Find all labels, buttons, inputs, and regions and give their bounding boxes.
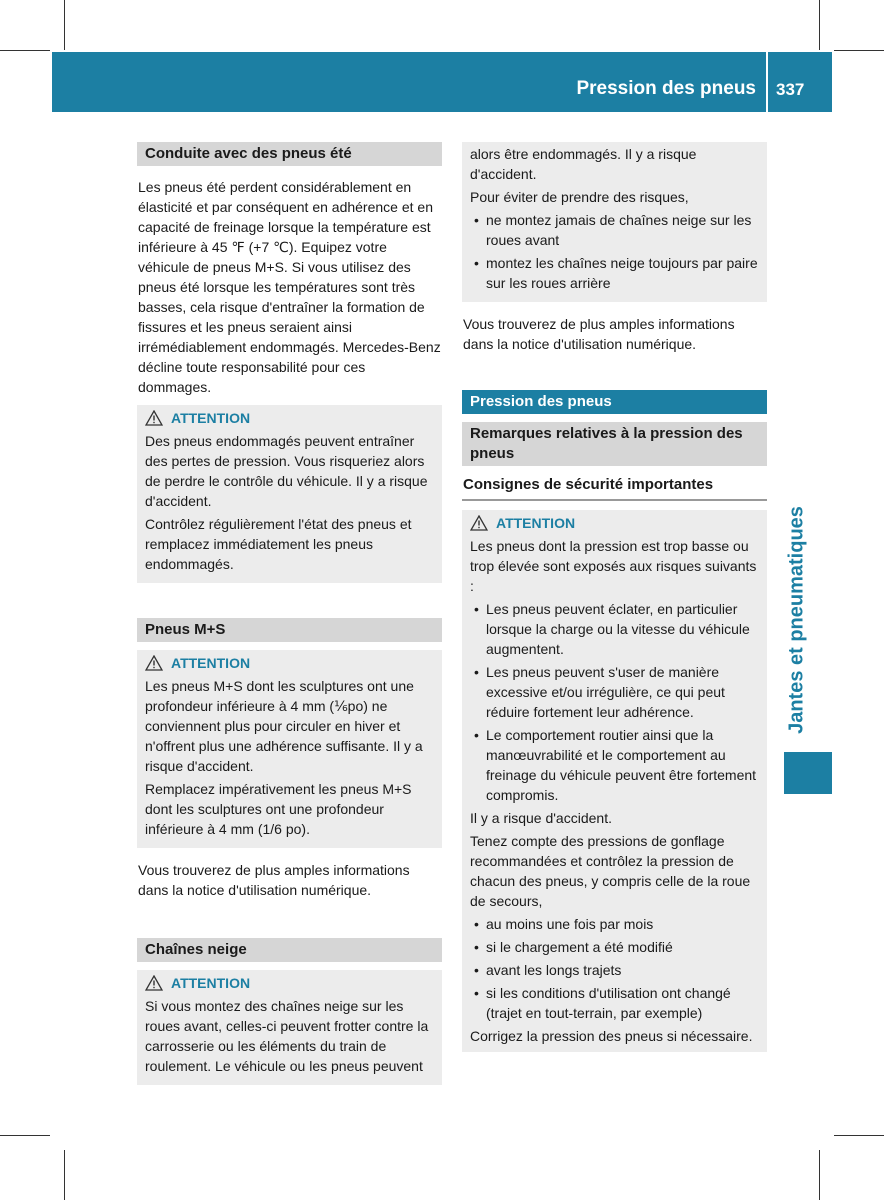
snow-chains-heading: Chaînes neige: [137, 938, 442, 962]
warning-label: ATTENTION: [171, 975, 251, 991]
summer-tires-body: Les pneus été perdent considérablement en élasticité et par conséquent en adhérence et en capacité de freinage lorsque la température est inférieure à 45 ℉ (+7 ℃). Equipez votre véhicule de pneus M+S. Si vous utilisez des pneus été lorsque les températures sont très basses, cela risque d'entraîner la formation de fissures et les pneus seraient ainsi irrémédiablement endommagés. Mercedes-Benz décline toute responsabilité pour ces dommages.: [138, 179, 441, 395]
pressure-warning-box: [462, 510, 767, 1052]
pressure-notes-heading: Remarques relatives à la pression des pneus: [462, 422, 767, 466]
header-divider: [766, 52, 768, 112]
warning-text: Les pneus dont la pression est trop basse ou trop élevée sont exposés aux risques suivants :: [470, 538, 757, 594]
crop-mark: [819, 1150, 820, 1200]
warning-text: Les pneus M+S dont les sculptures ont une profondeur inférieure à 4 mm (⅙po) ne conviennent plus pour circuler en hiver et n'offrent plus une adhérence suffisante. Il y a risque d'accident.: [145, 678, 423, 774]
left-column: [137, 142, 442, 1085]
warning-label: ATTENTION: [171, 655, 251, 671]
warning-text: Pour éviter de prendre des risques,: [470, 189, 689, 205]
crop-mark: [834, 1135, 884, 1136]
list-item: • Le comportement routier ainsi que la manœuvrabilité et le comportement au freinage du véhicule peuvent être fortement compromis.: [470, 725, 759, 805]
ms-warning-box: [137, 650, 442, 848]
tire-pressure-heading: Pression des pneus: [462, 390, 767, 414]
check-bullet-list: [470, 914, 759, 1023]
crop-mark: [0, 50, 50, 51]
warning-text: Contrôlez régulièrement l'état des pneus et remplacez immédiatement les pneus endommagés.: [145, 516, 412, 572]
safety-instructions-heading: Consignes de sécurité importantes: [462, 475, 767, 501]
warning-header: [470, 513, 759, 533]
list-item: • Les pneus peuvent éclater, en particulier lorsque la charge ou la vitesse du véhicule augmentent.: [470, 599, 759, 659]
page-number: 337: [776, 80, 805, 99]
list-item: • au moins une fois par mois: [470, 914, 759, 934]
warning-text: Corrigez la pression des pneus si nécessaire.: [470, 1028, 753, 1044]
crop-mark: [64, 1150, 65, 1200]
risk-bullet-list: [470, 599, 759, 805]
list-item: • si les conditions d'utilisation ont changé (trajet en tout-terrain, par exemple): [470, 983, 759, 1023]
list-item: • ne montez jamais de chaînes neige sur les roues avant: [470, 210, 759, 250]
crop-mark: [64, 0, 65, 50]
chains-warning-box: [137, 970, 442, 1085]
warning-header: [145, 973, 434, 993]
summer-tires-heading: Conduite avec des pneus été: [137, 142, 442, 166]
warning-triangle-icon: [145, 410, 163, 426]
crop-mark: [834, 50, 884, 51]
warning-triangle-icon: [470, 515, 488, 531]
chains-warning-continued: [462, 142, 767, 302]
warning-text: Remplacez impérativement les pneus M+S dont les sculptures ont une profondeur inférieure à 4 mm (1/6 po).: [145, 781, 412, 837]
warning-text: alors être endommagés. Il y a risque d'accident.: [470, 146, 697, 182]
warning-text: Il y a risque d'accident.: [470, 810, 612, 826]
warning-text: Si vous montez des chaînes neige sur les roues avant, celles-ci peuvent frotter contre la carrosserie ou les éléments du train de roulement. Le véhicule ou les pneus peuvent: [145, 998, 429, 1074]
list-item: • si le chargement a été modifié: [470, 937, 759, 957]
warning-text: Des pneus endommagés peuvent entraîner des pertes de pression. Vous risqueriez alors de perdre le contrôle du véhicule. Il y a risque d'accident.: [145, 433, 428, 509]
list-item: • Les pneus peuvent s'user de manière excessive et/ou irrégulière, ce qui peut réduire fortement leur adhérence.: [470, 662, 759, 722]
warning-label: ATTENTION: [171, 410, 251, 426]
crop-mark: [0, 1135, 50, 1136]
page-header: [52, 52, 832, 112]
page-title: Pression des pneus: [576, 78, 756, 99]
warning-label: ATTENTION: [496, 515, 576, 531]
list-item: • avant les longs trajets: [470, 960, 759, 980]
ms-tires-heading: Pneus M+S: [137, 618, 442, 642]
crop-mark: [819, 0, 820, 50]
warning-triangle-icon: [145, 655, 163, 671]
chains-info-text: Vous trouverez de plus amples informations dans la notice d'utilisation numérique.: [463, 316, 735, 352]
side-tab-label: Jantes et pneumatiques: [785, 506, 808, 734]
right-column: [462, 142, 767, 1052]
warning-triangle-icon: [145, 975, 163, 991]
side-tab-marker: [784, 752, 832, 794]
list-item: • montez les chaînes neige toujours par paire sur les roues arrière: [470, 253, 759, 293]
chains-bullet-list: [470, 210, 759, 293]
warning-header: [145, 653, 434, 673]
summer-warning-box: [137, 405, 442, 583]
ms-info-text: Vous trouverez de plus amples informations dans la notice d'utilisation numérique.: [138, 862, 410, 898]
warning-header: [145, 408, 434, 428]
warning-text: Tenez compte des pressions de gonflage recommandées et contrôlez la pression de chacun des pneus, y compris celle de la roue de secours,: [470, 833, 751, 909]
